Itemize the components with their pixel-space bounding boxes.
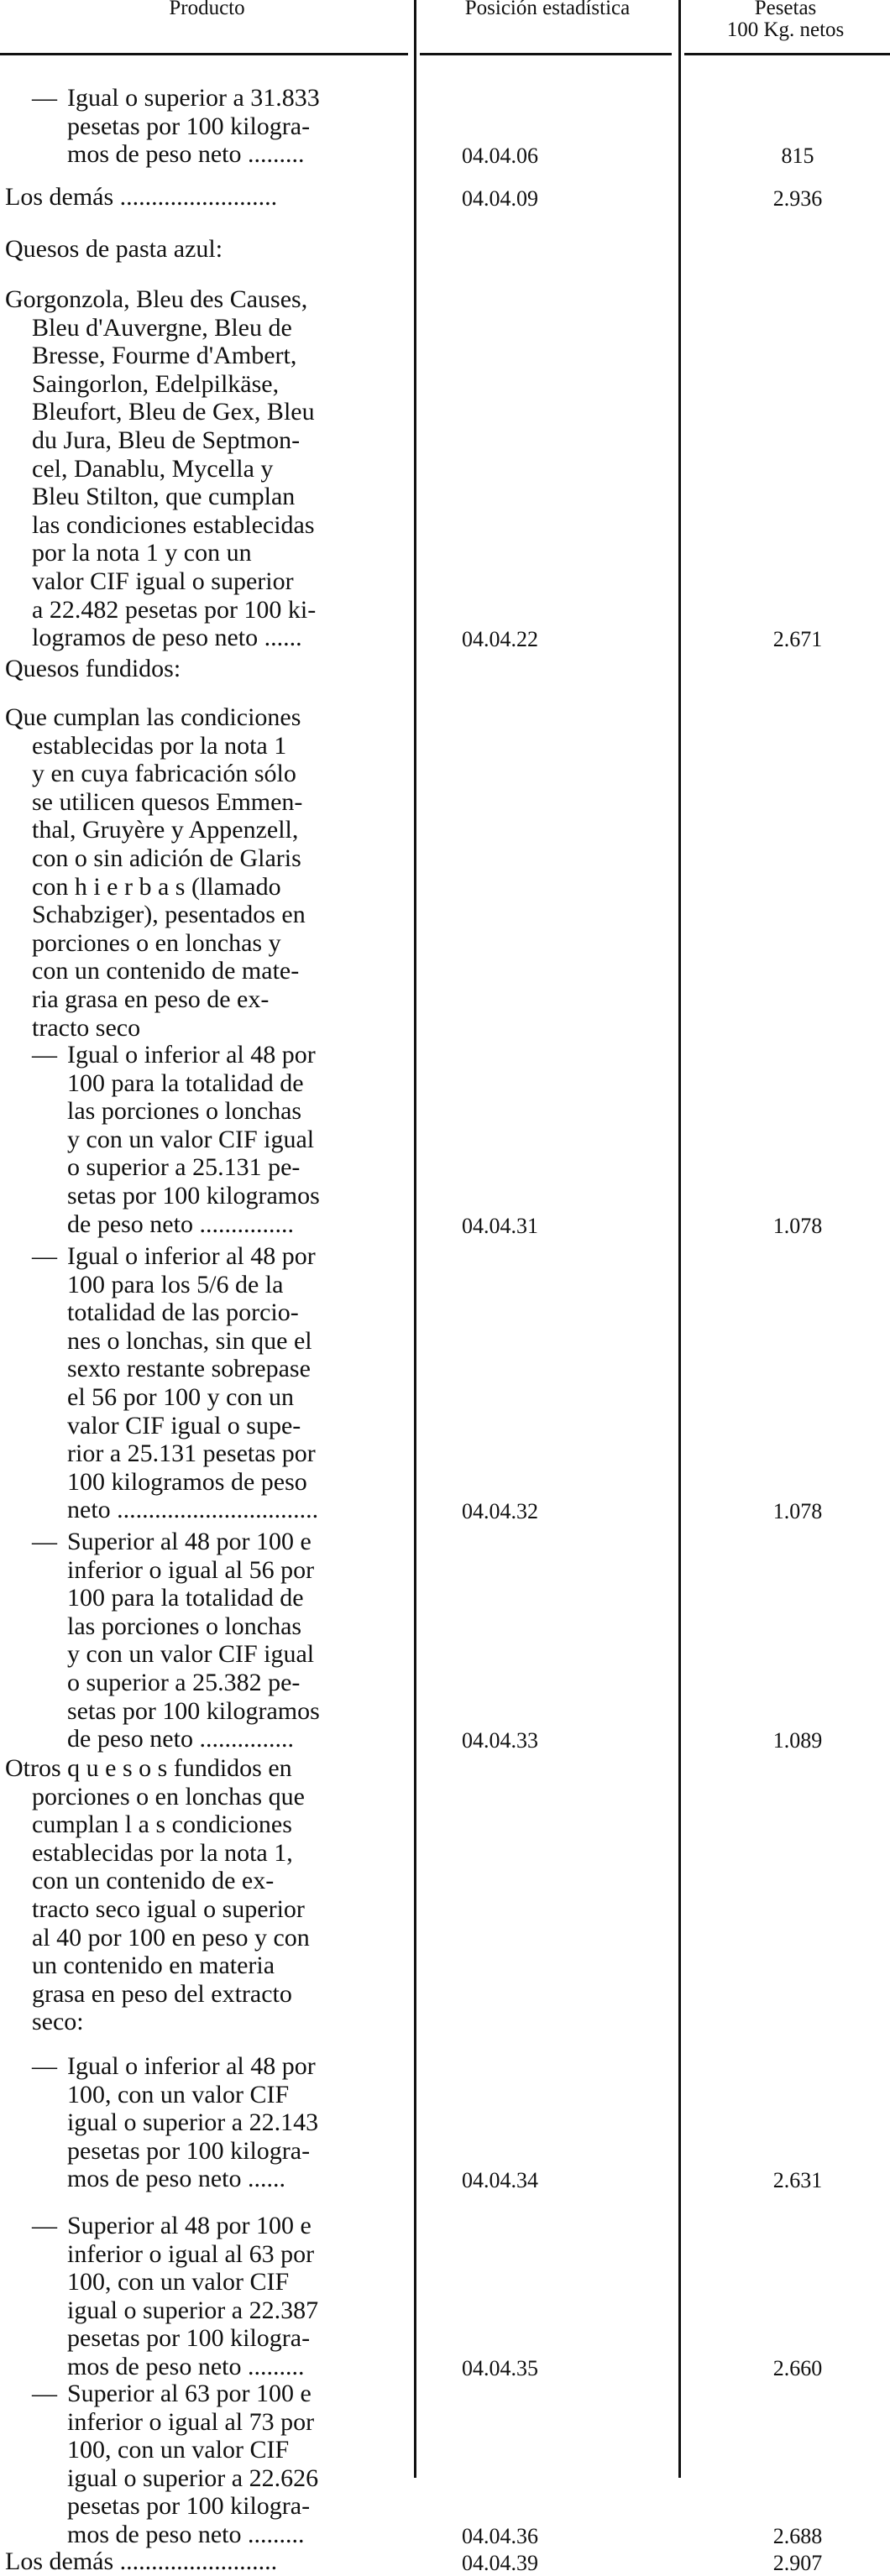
statistical-position: 04.04.33 xyxy=(462,1728,538,1753)
pesetas-value: 2.936 xyxy=(772,186,823,211)
product-description-line: Bleu Stilton, que cumplan xyxy=(32,483,296,511)
header-underline-product xyxy=(0,53,408,55)
product-description-line: Superior al 48 por 100 e xyxy=(67,1528,312,1555)
product-description-line: a 22.482 pesetas por 100 ki- xyxy=(32,595,317,624)
list-dash: — xyxy=(32,2212,57,2239)
product-description-line: establecidas por la nota 1, xyxy=(32,1838,293,1867)
product-description-line: Schabziger), pesentados en xyxy=(32,901,306,929)
product-description-line: con h i e r b a s (llamado xyxy=(32,872,281,901)
product-description-line: al 40 por 100 en peso y con xyxy=(32,1923,310,1952)
product-description-line: cumplan l a s condiciones xyxy=(32,1811,292,1839)
product-description-line: y con un valor CIF igual xyxy=(67,1640,315,1669)
pesetas-value: 815 xyxy=(781,144,814,169)
product-description-line: de peso neto ............... xyxy=(67,1210,294,1238)
product-description-line: y con un valor CIF igual xyxy=(67,1125,315,1153)
product-description-line: Superior al 63 por 100 e xyxy=(67,2380,312,2407)
product-description-line: tracto seco xyxy=(32,1013,141,1042)
product-description-line: setas por 100 kilogramos xyxy=(67,1696,320,1725)
header-underline-position xyxy=(420,53,672,55)
product-description-line: Gorgonzola, Bleu des Causes, xyxy=(5,285,308,313)
product-description-line: igual o superior a 22.143 xyxy=(67,2108,319,2137)
statistical-position: 04.04.31 xyxy=(462,1213,538,1238)
product-description-line: Otros q u e s o s fundidos en xyxy=(5,1754,292,1782)
product-description-line: con un contenido de ex- xyxy=(32,1867,275,1895)
product-description-line: cel, Danablu, Mycella y xyxy=(32,454,274,483)
pesetas-value: 2.631 xyxy=(772,2168,823,2193)
product-description-line: Los demás ......................... xyxy=(5,2547,278,2575)
product-description-line: nes o lonchas, sin que el xyxy=(67,1326,312,1355)
product-description-line: Bleufort, Bleu de Gex, Bleu xyxy=(32,398,315,426)
product-description-line: logramos de peso neto ...... xyxy=(32,624,302,652)
product-description-line: 100 para la totalidad de xyxy=(67,1584,304,1612)
product-description-line: 100 para los 5/6 de la xyxy=(67,1270,284,1298)
pesetas-value: 2.660 xyxy=(772,2356,823,2380)
product-description-line: inferior o igual al 56 por xyxy=(67,1555,315,1584)
product-description-line: Que cumplan las condiciones xyxy=(5,703,301,731)
list-dash: — xyxy=(32,2380,57,2407)
product-description-line: mos de peso neto ...... xyxy=(67,2165,285,2193)
pesetas-value: 2.688 xyxy=(772,2524,823,2548)
product-description-line: neto ................................ xyxy=(67,1496,319,1524)
product-description-line: Superior al 48 por 100 e xyxy=(67,2212,312,2239)
list-dash: — xyxy=(32,84,57,112)
product-description-line: Igual o inferior al 48 por xyxy=(67,1041,316,1069)
product-description-line: y en cuya fabricación sólo xyxy=(32,760,296,788)
pesetas-value: 1.089 xyxy=(772,1728,823,1753)
header-position: Posición estadística xyxy=(464,0,631,19)
product-description-line: 100, con un valor CIF xyxy=(67,2080,290,2108)
product-description-line: porciones o en lonchas que xyxy=(32,1782,305,1811)
product-description-line: setas por 100 kilogramos xyxy=(67,1182,320,1210)
pesetas-value: 2.671 xyxy=(772,627,823,652)
header-product: Producto xyxy=(169,0,245,19)
list-dash: — xyxy=(32,1528,57,1555)
product-description-line: las condiciones establecidas xyxy=(32,510,315,539)
product-description-line: establecidas por la nota 1 xyxy=(32,731,287,760)
statistical-position: 04.04.06 xyxy=(462,144,538,169)
column-divider-right xyxy=(678,0,681,2478)
product-description-line: pesetas por 100 kilogra- xyxy=(67,112,311,140)
list-dash: — xyxy=(32,1242,57,1270)
column-divider-left xyxy=(414,0,416,2478)
product-description-line: mos de peso neto ......... xyxy=(67,140,305,169)
product-description-line: pesetas por 100 kilogra- xyxy=(67,2136,311,2165)
product-description-line: un contenido en materia xyxy=(32,1952,275,1980)
product-description-line: se utilicen quesos Emmen- xyxy=(32,787,303,816)
header-per-100kg: 100 Kg. netos xyxy=(726,18,845,41)
statistical-position: 04.04.34 xyxy=(462,2168,538,2193)
product-description-line: igual o superior a 22.387 xyxy=(67,2296,319,2324)
product-description-line: igual o superior a 22.626 xyxy=(67,2464,319,2492)
product-description-line: 100 para la totalidad de xyxy=(67,1069,304,1097)
product-description-line: Los demás ......................... xyxy=(5,183,278,211)
product-description-line: pesetas por 100 kilogra- xyxy=(67,2492,311,2521)
product-description-line: o superior a 25.382 pe- xyxy=(67,1669,301,1696)
product-description-line: porciones o en lonchas y xyxy=(32,928,281,957)
product-description-line: inferior o igual al 63 por xyxy=(67,2239,315,2268)
product-description-line: Bleu d'Auvergne, Bleu de xyxy=(32,313,292,342)
product-description-line: Igual o inferior al 48 por xyxy=(67,1242,316,1270)
statistical-position: 04.04.32 xyxy=(462,1499,538,1524)
product-description-line: por la nota 1 y con un xyxy=(32,539,252,567)
statistical-position: 04.04.36 xyxy=(462,2524,538,2548)
product-description-line: 100, con un valor CIF xyxy=(67,2268,290,2296)
product-description-line: rior a 25.131 pesetas por xyxy=(67,1440,316,1468)
statistical-position: 04.04.09 xyxy=(462,186,538,211)
product-description-line: el 56 por 100 y con un xyxy=(67,1383,294,1411)
product-description-line: du Jura, Bleu de Septmon- xyxy=(32,426,301,454)
product-description-line: Igual o superior a 31.833 xyxy=(67,84,320,112)
statistical-position: 04.04.22 xyxy=(462,627,538,652)
header-pesetas: Pesetas xyxy=(754,0,817,19)
product-description-line: ria grasa en peso de ex- xyxy=(32,985,270,1013)
section-heading: Quesos de pasta azul: xyxy=(5,235,223,263)
product-description-line: sexto restante sobrepase xyxy=(67,1355,311,1383)
product-description-line: Bresse, Fourme d'Ambert, xyxy=(32,342,297,370)
product-description-line: las porciones o lonchas xyxy=(67,1612,302,1640)
list-dash: — xyxy=(32,1041,57,1069)
product-description-line: valor CIF igual o superior xyxy=(32,567,294,595)
product-description-line: tracto seco igual o superior xyxy=(32,1895,305,1923)
statistical-position: 04.04.39 xyxy=(462,2551,538,2575)
header-underline-pesetas xyxy=(684,53,890,55)
product-description-line: con un contenido de mate- xyxy=(32,957,300,985)
product-description-line: 100, con un valor CIF xyxy=(67,2436,290,2464)
product-description-line: o superior a 25.131 pe- xyxy=(67,1153,301,1182)
product-description-line: inferior o igual al 73 por xyxy=(67,2407,315,2436)
product-description-line: valor CIF igual o supe- xyxy=(67,1411,301,1440)
product-description-line: de peso neto ............... xyxy=(67,1725,294,1753)
product-description-line: con o sin adición de Glaris xyxy=(32,844,301,872)
statistical-position: 04.04.35 xyxy=(462,2356,538,2380)
pesetas-value: 1.078 xyxy=(772,1499,823,1524)
product-description-line: thal, Gruyère y Appenzell, xyxy=(32,816,299,844)
product-description-line: Igual o inferior al 48 por xyxy=(67,2052,316,2080)
product-description-line: Saingorlon, Edelpilkäse, xyxy=(32,369,280,398)
product-description-line: las porciones o lonchas xyxy=(67,1097,302,1126)
product-description-line: pesetas por 100 kilogra- xyxy=(67,2324,311,2353)
section-heading: Quesos fundidos: xyxy=(5,655,181,682)
pesetas-value: 1.078 xyxy=(772,1213,823,1238)
product-description-line: 100 kilogramos de peso xyxy=(67,1467,307,1496)
list-dash: — xyxy=(32,2052,57,2080)
product-description-line: mos de peso neto ......... xyxy=(67,2353,305,2380)
product-description-line: seco: xyxy=(32,2008,84,2036)
product-description-line: grasa en peso del extracto xyxy=(32,1979,292,2008)
product-description-line: totalidad de las porcio- xyxy=(67,1298,299,1327)
product-description-line: mos de peso neto ......... xyxy=(67,2521,305,2548)
pesetas-value: 2.907 xyxy=(772,2551,823,2575)
